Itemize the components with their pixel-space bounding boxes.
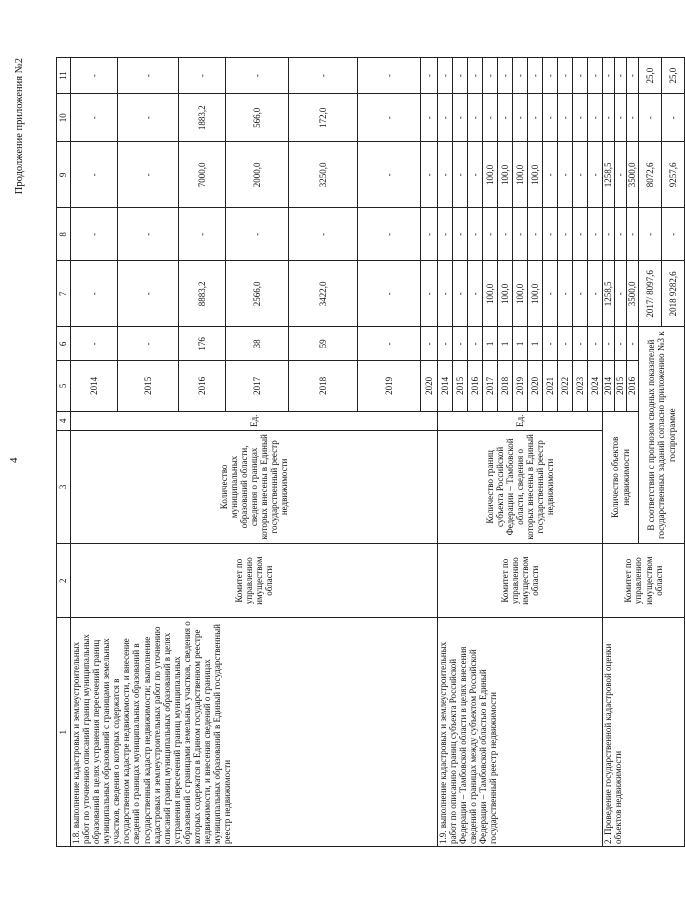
year-cell: 2017 xyxy=(226,361,289,412)
column-number-header: 3 xyxy=(57,430,71,543)
indicator-cell: Количество границ субъекта Российской Федерации – Тамбовской области, сведения о которых внесены в Единый государственный реестр недвижимости xyxy=(438,430,603,543)
value-cell-c9: 100,0 xyxy=(498,142,513,208)
value-cell-c7: - xyxy=(543,261,558,327)
value-cell-c9: 3250,0 xyxy=(289,142,358,208)
value-cell-c11: - xyxy=(421,58,438,94)
executor-cell: Комитет по управлению имуществом области xyxy=(71,543,438,618)
year-cell: 2018 xyxy=(289,361,358,412)
year-cell: 2017 xyxy=(483,361,498,412)
value-cell-c8: - xyxy=(513,208,528,261)
value-cell-c11: - xyxy=(498,58,513,94)
year-cell: 2024 xyxy=(588,361,603,412)
value-cell-c9: - xyxy=(543,142,558,208)
value-cell-c7: 3500,0 xyxy=(627,261,639,327)
year-cell: 2016 xyxy=(179,361,226,412)
value-cell-c10: - xyxy=(573,94,588,142)
value-cell-c6: 38 xyxy=(226,327,289,361)
value-cell-c9: - xyxy=(615,142,627,208)
value-cell-c6: - xyxy=(558,327,573,361)
value-cell-c10: - xyxy=(483,94,498,142)
unit-cell: Ед. xyxy=(71,411,438,430)
value-cell-c11: - xyxy=(453,58,468,94)
value-cell-c7: 2018 9282,6 xyxy=(662,261,685,327)
value-cell-c8: - xyxy=(588,208,603,261)
value-cell-c8: - xyxy=(498,208,513,261)
activity-name: 1.9. выполнение кадастровых и землеустроительных работ по описанию границ субъекта Российской Федерации – Тамбовской области в целях внесения сведений о границах между субъектом Российской Федерации – Тамбовской областью в Единый государственный реестр недвижимости xyxy=(438,618,603,847)
value-cell-c9: - xyxy=(573,142,588,208)
value-cell-c6: 1 xyxy=(483,327,498,361)
value-cell-c11: - xyxy=(179,58,226,94)
value-cell-c9: 100,0 xyxy=(513,142,528,208)
value-cell-c8: - xyxy=(118,208,179,261)
value-cell-c9: 2000,0 xyxy=(226,142,289,208)
value-cell-c9: 7000,0 xyxy=(179,142,226,208)
year-cell: 2015 xyxy=(118,361,179,412)
value-cell-c9: - xyxy=(421,142,438,208)
value-cell-c9: 8072,6 xyxy=(639,142,662,208)
year-cell: 2014 xyxy=(603,361,615,412)
value-cell-c7: 100,0 xyxy=(483,261,498,327)
value-cell-c9: 3500,0 xyxy=(627,142,639,208)
column-number-header: 9 xyxy=(57,142,71,208)
value-cell-c11: - xyxy=(615,58,627,94)
value-cell-c10: - xyxy=(513,94,528,142)
value-cell-c7: - xyxy=(358,261,421,327)
year-cell: 2019 xyxy=(513,361,528,412)
value-cell-c10: - xyxy=(453,94,468,142)
value-cell-c11: - xyxy=(573,58,588,94)
value-cell-c10: - xyxy=(588,94,603,142)
value-cell-c6: - xyxy=(588,327,603,361)
value-cell-c10: - xyxy=(498,94,513,142)
value-cell-c11: - xyxy=(438,58,453,94)
value-cell-c11: - xyxy=(588,58,603,94)
value-cell-c6: - xyxy=(468,327,483,361)
value-cell-c6: - xyxy=(627,327,639,361)
value-cell-c11: - xyxy=(627,58,639,94)
value-cell-c8: - xyxy=(438,208,453,261)
value-cell-c8: - xyxy=(483,208,498,261)
indicator-cell: Количество муниципальных образований области, сведения о границах которых внесены в Единый государственный реестр недвижимости xyxy=(71,430,438,543)
value-cell-c8: - xyxy=(226,208,289,261)
value-cell-c6: - xyxy=(438,327,453,361)
value-cell-c9: 100,0 xyxy=(528,142,543,208)
value-cell-c7: - xyxy=(588,261,603,327)
value-cell-c10: - xyxy=(615,94,627,142)
value-cell-c7: 3422,0 xyxy=(289,261,358,327)
value-cell-c10: 172,0 xyxy=(289,94,358,142)
value-cell-c7: - xyxy=(468,261,483,327)
value-cell-c8: - xyxy=(615,208,627,261)
value-cell-c10: - xyxy=(468,94,483,142)
value-cell-c11: - xyxy=(528,58,543,94)
value-cell-c8: - xyxy=(662,208,685,261)
value-cell-c6: - xyxy=(573,327,588,361)
value-cell-c10: - xyxy=(543,94,558,142)
value-cell-c6: - xyxy=(358,327,421,361)
value-cell-c6: - xyxy=(71,327,118,361)
value-cell-c9: - xyxy=(358,142,421,208)
year-cell: 2022 xyxy=(558,361,573,412)
value-cell-c8: - xyxy=(528,208,543,261)
value-cell-c7: 2017/ 8097,6 xyxy=(639,261,662,327)
value-cell-c9: - xyxy=(71,142,118,208)
value-cell-c10: - xyxy=(662,94,685,142)
year-cell: 2019 xyxy=(358,361,421,412)
year-cell: 2015 xyxy=(615,361,627,412)
value-cell-c10: 566,0 xyxy=(226,94,289,142)
value-cell-c10: - xyxy=(528,94,543,142)
value-cell-c7: - xyxy=(438,261,453,327)
value-cell-c9: 100,0 xyxy=(483,142,498,208)
value-cell-c8: - xyxy=(603,208,615,261)
column-number-header: 6 xyxy=(57,327,71,361)
value-cell-c10: 1883,2 xyxy=(179,94,226,142)
value-cell-c11: - xyxy=(226,58,289,94)
activity-name: 2. Проведение государственной кадастровой оценки объектов недвижимости xyxy=(603,618,685,847)
value-cell-c10: - xyxy=(627,94,639,142)
executor-cell: Комитет по управлению имуществом области xyxy=(603,543,685,618)
value-cell-c9: 9257,6 xyxy=(662,142,685,208)
value-cell-c8: - xyxy=(289,208,358,261)
value-cell-c8: - xyxy=(639,208,662,261)
indicator-cell: Количество объектов недвижимости xyxy=(603,411,639,543)
value-cell-c11: - xyxy=(468,58,483,94)
year-cell: 2015 xyxy=(453,361,468,412)
column-number-header: 10 xyxy=(57,94,71,142)
value-cell-c7: - xyxy=(615,261,627,327)
value-cell-c8: - xyxy=(421,208,438,261)
value-cell-c10: - xyxy=(71,94,118,142)
value-cell-c11: - xyxy=(289,58,358,94)
value-cell-c11: - xyxy=(71,58,118,94)
value-cell-c11: - xyxy=(558,58,573,94)
table-row xyxy=(71,58,118,847)
column-number-header: 8 xyxy=(57,208,71,261)
activity-name: 1.8. выполнение кадастровых и землеустроительных работ по уточнению описаний границ муниципальных образований в целях устранения пересечений границ муниципальных образований с границами земельных участков, сведения о которых содержатся в государственном кадастре недвижимости, и внесение сведений о границах муниципальных образований в государственный кадастр недвижимости; выполнение кадастровых и землеустроительных работ по уточнению описаний границ муниципальных образований в целях устранения пересечений границ муниципальных образований с границами земельных участков, сведения о которых содержатся в Едином государственном реестре недвижимости, и внесения сведений о границах муниципальных образований в Единый государственный реестр недвижимости xyxy=(71,618,438,847)
value-cell-c6: - xyxy=(543,327,558,361)
value-cell-c11: - xyxy=(543,58,558,94)
table-row xyxy=(603,58,615,847)
year-cell: 2023 xyxy=(573,361,588,412)
value-cell-c9: - xyxy=(588,142,603,208)
value-cell-c8: - xyxy=(627,208,639,261)
value-cell-c6: - xyxy=(615,327,627,361)
year-cell: 2020 xyxy=(528,361,543,412)
value-cell-c8: - xyxy=(468,208,483,261)
value-cell-c8: - xyxy=(358,208,421,261)
value-cell-c7: - xyxy=(71,261,118,327)
year-cell: 2016 xyxy=(468,361,483,412)
value-cell-c7: 100,0 xyxy=(498,261,513,327)
column-number-header: 1 xyxy=(57,618,71,847)
column-numbers-row xyxy=(57,58,71,847)
table-row xyxy=(438,58,453,847)
value-cell-c10: - xyxy=(558,94,573,142)
value-cell-c11: - xyxy=(118,58,179,94)
value-cell-c6: 176 xyxy=(179,327,226,361)
value-cell-c7: - xyxy=(118,261,179,327)
column-number-header: 7 xyxy=(57,261,71,327)
year-cell: 2020 xyxy=(421,361,438,412)
continuation-title: Продолжение приложения №2 xyxy=(14,58,25,195)
value-cell-c9: - xyxy=(118,142,179,208)
column-number-header: 11 xyxy=(57,58,71,94)
value-cell-c7: - xyxy=(421,261,438,327)
value-cell-c9: - xyxy=(438,142,453,208)
value-cell-c7: - xyxy=(558,261,573,327)
value-cell-c8: - xyxy=(71,208,118,261)
value-cell-c11: - xyxy=(358,58,421,94)
value-cell-c6: - xyxy=(603,327,615,361)
value-cell-c11: 25,0 xyxy=(639,58,662,94)
value-cell-c6: - xyxy=(453,327,468,361)
value-cell-c6: 1 xyxy=(528,327,543,361)
year-cell: 2018 xyxy=(498,361,513,412)
value-cell-c9: 1258,5 xyxy=(603,142,615,208)
unit-cell: Ед. xyxy=(438,411,603,430)
value-cell-c10: - xyxy=(603,94,615,142)
value-cell-c7: 100,0 xyxy=(528,261,543,327)
year-cell: 2021 xyxy=(543,361,558,412)
page-number: 4 xyxy=(8,457,20,463)
year-cell: 2014 xyxy=(438,361,453,412)
value-cell-c9: - xyxy=(453,142,468,208)
program-table xyxy=(56,57,685,847)
executor-cell: Комитет по управлению имуществом области xyxy=(438,543,603,618)
value-cell-c11: - xyxy=(513,58,528,94)
value-cell-c10: - xyxy=(421,94,438,142)
value-cell-c7: 8883,2 xyxy=(179,261,226,327)
value-cell-c7: 2566,0 xyxy=(226,261,289,327)
column-number-header: 4 xyxy=(57,411,71,430)
value-cell-c10: - xyxy=(639,94,662,142)
value-cell-c7: - xyxy=(453,261,468,327)
value-cell-c10: - xyxy=(438,94,453,142)
value-cell-c11: - xyxy=(483,58,498,94)
value-cell-c6: - xyxy=(118,327,179,361)
year-cell: 2016 xyxy=(627,361,639,412)
value-cell-c11: 25,0 xyxy=(662,58,685,94)
value-cell-c6: 1 xyxy=(498,327,513,361)
year-cell: 2014 xyxy=(71,361,118,412)
value-cell-c7: - xyxy=(573,261,588,327)
value-cell-c9: - xyxy=(558,142,573,208)
value-cell-c8: - xyxy=(179,208,226,261)
value-cell-c8: - xyxy=(453,208,468,261)
value-cell-c10: - xyxy=(358,94,421,142)
value-cell-c6: 59 xyxy=(289,327,358,361)
value-cell-c8: - xyxy=(543,208,558,261)
value-cell-c6: 1 xyxy=(513,327,528,361)
value-cell-c8: - xyxy=(573,208,588,261)
column-number-header: 2 xyxy=(57,543,71,618)
value-cell-c9: - xyxy=(468,142,483,208)
note-cell: В соответствии с прогнозом сводных показателей государственных заданий согласно приложению №3 к госпрограмме xyxy=(639,327,685,543)
value-cell-c7: 1258,5 xyxy=(603,261,615,327)
value-cell-c11: - xyxy=(603,58,615,94)
value-cell-c7: 100,0 xyxy=(513,261,528,327)
value-cell-c10: - xyxy=(118,94,179,142)
column-number-header: 5 xyxy=(57,361,71,412)
value-cell-c8: - xyxy=(558,208,573,261)
value-cell-c6: - xyxy=(421,327,438,361)
